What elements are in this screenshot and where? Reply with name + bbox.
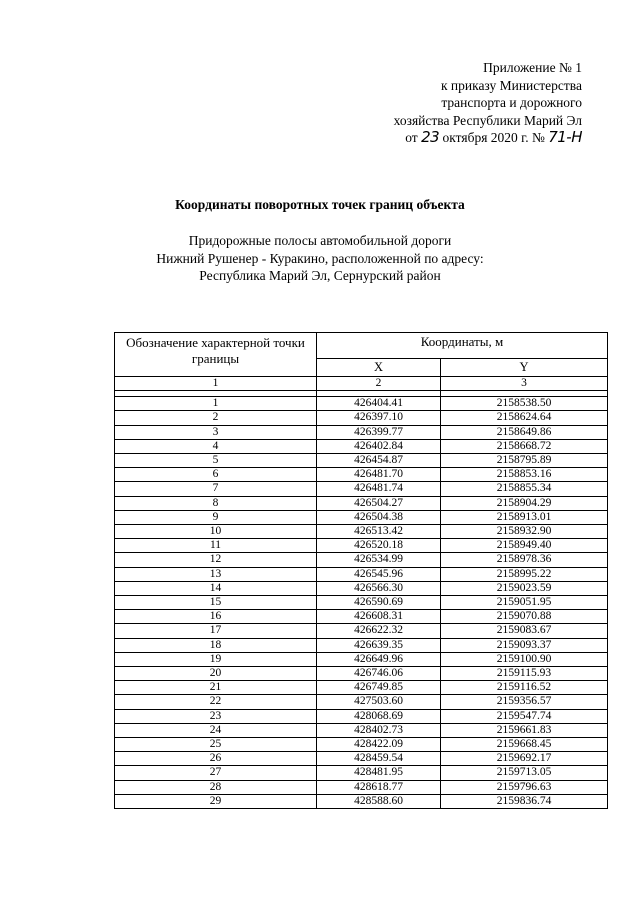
y-coordinate-cell: 2159115.93 [441, 667, 608, 681]
x-coordinate-cell: 426622.32 [317, 624, 441, 638]
subtitle-line-2: Нижний Рушенер - Куракино, расположенной по адресу: [156, 250, 484, 266]
column-number-2: 2 [317, 377, 441, 391]
table-row [115, 752, 608, 766]
x-coordinate-cell: 426481.74 [317, 482, 441, 496]
point-number-cell: 7 [115, 482, 317, 496]
annex-order-number: 71-Н [548, 128, 582, 146]
y-coordinate-cell: 2159083.67 [441, 624, 608, 638]
table-row [115, 567, 608, 581]
annex-header [394, 59, 582, 147]
document-subtitle [0, 232, 640, 285]
table-row [115, 667, 608, 681]
point-number-cell: 1 [115, 397, 317, 411]
y-coordinate-cell: 2158978.36 [441, 553, 608, 567]
y-coordinate-cell: 2159836.74 [441, 794, 608, 808]
table-row [115, 610, 608, 624]
point-number-cell: 4 [115, 439, 317, 453]
y-coordinate-cell: 2158538.50 [441, 397, 608, 411]
table-row [115, 681, 608, 695]
header-y: Y [441, 359, 608, 377]
x-coordinate-cell: 426639.35 [317, 638, 441, 652]
table-row [115, 624, 608, 638]
y-coordinate-cell: 2158855.34 [441, 482, 608, 496]
x-coordinate-cell: 426504.38 [317, 510, 441, 524]
x-coordinate-cell: 428068.69 [317, 709, 441, 723]
y-coordinate-cell: 2158853.16 [441, 468, 608, 482]
point-number-cell: 22 [115, 695, 317, 709]
annex-line-3: транспорта и дорожного [441, 95, 582, 110]
header-point-designation: Обозначение характерной точки границы [115, 333, 317, 377]
subtitle-line-1: Придорожные полосы автомобильной дороги [188, 233, 452, 248]
y-coordinate-cell: 2159356.57 [441, 695, 608, 709]
table-row [115, 553, 608, 567]
point-number-cell: 15 [115, 596, 317, 610]
table-row [115, 397, 608, 411]
point-number-cell: 9 [115, 510, 317, 524]
x-coordinate-cell: 428459.54 [317, 752, 441, 766]
table-row [115, 596, 608, 610]
x-coordinate-cell: 427503.60 [317, 695, 441, 709]
y-coordinate-cell: 2159051.95 [441, 596, 608, 610]
table-row [115, 695, 608, 709]
table-row [115, 482, 608, 496]
x-coordinate-cell: 428588.60 [317, 794, 441, 808]
x-coordinate-cell: 428422.09 [317, 738, 441, 752]
point-number-cell: 29 [115, 794, 317, 808]
point-number-cell: 13 [115, 567, 317, 581]
annex-line-4: хозяйства Республики Марий Эл [393, 112, 582, 128]
y-coordinate-cell: 2158995.22 [441, 567, 608, 581]
x-coordinate-cell: 426649.96 [317, 652, 441, 666]
x-coordinate-cell: 426404.41 [317, 397, 441, 411]
x-coordinate-cell: 428402.73 [317, 723, 441, 737]
y-coordinate-cell: 2158949.40 [441, 539, 608, 553]
point-number-cell: 27 [115, 766, 317, 780]
y-coordinate-cell: 2158649.86 [441, 425, 608, 439]
table-row [115, 652, 608, 666]
table-row [115, 496, 608, 510]
x-coordinate-cell: 426402.84 [317, 439, 441, 453]
coordinates-table [114, 332, 608, 809]
table-row [115, 539, 608, 553]
point-number-cell: 23 [115, 709, 317, 723]
point-number-cell: 6 [115, 468, 317, 482]
annex-line-1: Приложение № 1 [483, 60, 582, 75]
y-coordinate-cell: 2159116.52 [441, 681, 608, 695]
annex-order-mid: октября 2020 г. № [442, 130, 545, 145]
table-row [115, 581, 608, 595]
x-coordinate-cell: 426454.87 [317, 454, 441, 468]
x-coordinate-cell: 426608.31 [317, 610, 441, 624]
y-coordinate-cell: 2159661.83 [441, 723, 608, 737]
x-coordinate-cell: 426534.99 [317, 553, 441, 567]
point-number-cell: 11 [115, 539, 317, 553]
point-number-cell: 20 [115, 667, 317, 681]
y-coordinate-cell: 2159100.90 [441, 652, 608, 666]
point-number-cell: 26 [115, 752, 317, 766]
y-coordinate-cell: 2158668.72 [441, 439, 608, 453]
table-row [115, 794, 608, 808]
point-number-cell: 17 [115, 624, 317, 638]
x-coordinate-cell: 426746.06 [317, 667, 441, 681]
y-coordinate-cell: 2159023.59 [441, 581, 608, 595]
column-number-1: 1 [115, 377, 317, 391]
header-coordinates: Координаты, м [317, 333, 608, 359]
table-row [115, 723, 608, 737]
y-coordinate-cell: 2158624.64 [441, 411, 608, 425]
x-coordinate-cell: 426481.70 [317, 468, 441, 482]
point-number-cell: 8 [115, 496, 317, 510]
point-number-cell: 14 [115, 581, 317, 595]
table-row [115, 439, 608, 453]
document-title: Координаты поворотных точек границ объекта [175, 197, 465, 212]
y-coordinate-cell: 2158795.89 [441, 454, 608, 468]
y-coordinate-cell: 2158932.90 [441, 525, 608, 539]
point-number-cell: 10 [115, 525, 317, 539]
subtitle-line-3: Республика Марий Эл, Сернурский район [199, 268, 441, 283]
table-row [115, 638, 608, 652]
x-coordinate-cell: 426397.10 [317, 411, 441, 425]
table-row [115, 454, 608, 468]
annex-order-prefix: от [405, 130, 418, 145]
table-row [115, 709, 608, 723]
table-row [115, 738, 608, 752]
y-coordinate-cell: 2158904.29 [441, 496, 608, 510]
table-row [115, 780, 608, 794]
point-number-cell: 21 [115, 681, 317, 695]
y-coordinate-cell: 2158913.01 [441, 510, 608, 524]
annex-line-2: к приказу Министерства [440, 77, 582, 93]
coordinates-table-body [115, 397, 608, 809]
y-coordinate-cell: 2159668.45 [441, 738, 608, 752]
y-coordinate-cell: 2159796.63 [441, 780, 608, 794]
coordinates-table-header [115, 333, 608, 397]
table-row [115, 468, 608, 482]
x-coordinate-cell: 426590.69 [317, 596, 441, 610]
point-number-cell: 3 [115, 425, 317, 439]
point-number-cell: 19 [115, 652, 317, 666]
x-coordinate-cell: 426513.42 [317, 525, 441, 539]
x-coordinate-cell: 426566.30 [317, 581, 441, 595]
annex-order-day: 23 [421, 128, 440, 146]
x-coordinate-cell: 426399.77 [317, 425, 441, 439]
point-number-cell: 16 [115, 610, 317, 624]
point-number-cell: 28 [115, 780, 317, 794]
x-coordinate-cell: 426520.18 [317, 539, 441, 553]
y-coordinate-cell: 2159713.05 [441, 766, 608, 780]
point-number-cell: 2 [115, 411, 317, 425]
x-coordinate-cell: 426545.96 [317, 567, 441, 581]
y-coordinate-cell: 2159692.17 [441, 752, 608, 766]
x-coordinate-cell: 426749.85 [317, 681, 441, 695]
column-number-3: 3 [441, 377, 608, 391]
annex-order-line [394, 129, 582, 147]
point-number-cell: 24 [115, 723, 317, 737]
point-number-cell: 18 [115, 638, 317, 652]
table-row [115, 766, 608, 780]
header-x: X [317, 359, 441, 377]
point-number-cell: 5 [115, 454, 317, 468]
x-coordinate-cell: 428481.95 [317, 766, 441, 780]
table-row [115, 425, 608, 439]
table-row [115, 525, 608, 539]
y-coordinate-cell: 2159547.74 [441, 709, 608, 723]
x-coordinate-cell: 428618.77 [317, 780, 441, 794]
y-coordinate-cell: 2159093.37 [441, 638, 608, 652]
point-number-cell: 12 [115, 553, 317, 567]
x-coordinate-cell: 426504.27 [317, 496, 441, 510]
table-row [115, 411, 608, 425]
point-number-cell: 25 [115, 738, 317, 752]
table-row [115, 510, 608, 524]
y-coordinate-cell: 2159070.88 [441, 610, 608, 624]
